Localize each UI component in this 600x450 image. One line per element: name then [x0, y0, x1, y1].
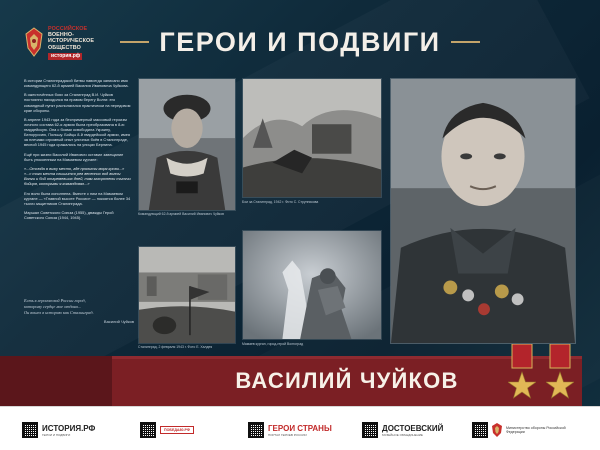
logo-line: ВОЕННО-	[48, 32, 75, 39]
logo-line: ИСТОРИЧЕСКОЕ	[48, 38, 95, 45]
epigraph	[24, 298, 134, 324]
bio-paragraph: Его воля была исполнена. Вместе с ним на Мамаевом кургане — «Главной высоте России» — покоятся более 34 тысяч защитников Сталинграда.	[24, 190, 131, 206]
footer-sub: ПОРТАЛ ГЕРОЕВ РОССИИ	[268, 432, 307, 437]
qr-code-icon	[140, 422, 156, 438]
footer-label: ПОБЕДА80.РФ	[160, 426, 194, 434]
footer-link-mod[interactable]	[472, 420, 568, 440]
mod-emblem-icon	[492, 423, 502, 437]
bio-paragraph: Маршал Советского Союза (1955), дважды Герой Советского Союза (1944, 1945).	[24, 210, 114, 221]
footer-sub: ГЕРОИ И ПОДВИГИ	[42, 432, 71, 437]
logo-line: ОБЩЕСТВО	[48, 44, 81, 51]
photo-battle-ruins[interactable]	[242, 78, 382, 198]
epigraph-line: которому сердце мое отдано...	[24, 304, 82, 310]
photo-caption: Сталинград, 2 февраля 1943 г. Фото Е. Халдея	[138, 345, 213, 349]
photo-chuikov-field[interactable]	[138, 78, 236, 211]
battle-photo-icon	[243, 79, 381, 197]
footer-sub: МУЗЕЙНОЕ ОБЪЕДИНЕНИЕ	[382, 432, 423, 437]
monument-photo-icon	[243, 231, 381, 339]
bio-quote: «...Отсюда я вижу место, где пролиты моря крови...» «...с того места слышится рев весенних вод волны Волги и бой отгремевших дней, там захоронены тысячи бойцов, которыми я командовал...»	[24, 166, 131, 187]
epigraph-line: Он вошел в историю как Сталинград.	[24, 310, 94, 316]
bio-paragraph: В апреле 1943 года за беспримерный массовый героизм личного состава 62-я армия была преобразована в 8-ю гвардейскую. Она с боями освободила Украину, Белоруссию, Польшу. Бойцы 8-й гвардейской армии, имея за плечами огромный опыт уличных боёв в Сталинграде, весной 1945 года сражались на улицах Берлина.	[24, 116, 130, 148]
rvio-logo[interactable]	[24, 26, 120, 66]
footer-link-pobeda[interactable]	[140, 420, 194, 440]
banner-stub	[0, 356, 112, 406]
portrait-photo-icon	[139, 79, 235, 210]
footer-label: ГЕРОИ СТРАНЫ	[268, 423, 332, 433]
bio-paragraph: В ожесточённых боях за Сталинград В.И. Чуйков постоянно находился на правом берегу Волги: его командный пункт располагался практически на передовом крае обороны.	[24, 92, 131, 113]
logo-url: история.рф	[48, 53, 82, 60]
title-row	[120, 26, 480, 58]
footer-link-heroes[interactable]	[248, 420, 332, 440]
epigraph-author: Василий Чуйков	[103, 318, 134, 324]
title-rule-right	[451, 41, 480, 43]
logo-line: РОССИЙСКОЕ	[48, 26, 88, 32]
eagle-emblem-icon	[24, 26, 44, 60]
qr-code-icon	[248, 422, 264, 438]
photo-stalingrad-square[interactable]	[138, 246, 236, 344]
footer-label: Министерство обороны Российской Федерации	[506, 425, 566, 434]
photo-chuikov-portrait[interactable]	[390, 78, 576, 344]
hero-medals	[506, 344, 576, 412]
photo-caption: Командующий 62-й армией Василий Иванович Чуйков	[138, 212, 224, 216]
qr-code-icon	[22, 422, 38, 438]
footer-label: ИСТОРИЯ.РФ	[42, 423, 96, 433]
page-title: ГЕРОИ И ПОДВИГИ	[159, 26, 441, 57]
footer-link-dostoevsky[interactable]	[362, 420, 443, 440]
bio-text	[24, 78, 132, 224]
footer-link-history[interactable]	[22, 420, 95, 440]
marshal-portrait-icon	[391, 79, 575, 343]
photo-caption: Бои за Сталинград, 1942 г. Фото С. Струнникова	[242, 200, 319, 204]
gold-star-medal-icon	[508, 344, 536, 408]
footer-label: ДОСТОЕВСКИЙ	[382, 423, 444, 433]
bio-paragraph: В истории Сталинградской битвы навсегда записано имя командующего 62-й армией Василия Ивановича Чуйкова.	[24, 78, 129, 89]
title-rule-left	[120, 41, 149, 43]
qr-code-icon	[362, 422, 378, 438]
gold-star-medal-icon	[546, 344, 574, 408]
footer-logos	[0, 406, 600, 450]
stalingrad-photo-icon	[139, 247, 235, 343]
epigraph-line: Есть в героической России город,	[24, 298, 86, 303]
photo-caption: Мамаев курган, город-герой Волгоград	[242, 342, 304, 346]
qr-code-icon	[472, 422, 488, 438]
photo-mamayev-kurgan[interactable]	[242, 230, 382, 340]
hero-name: ВАСИЛИЙ ЧУЙКОВ	[235, 368, 459, 393]
bio-paragraph: Ещё при жизни Василий Иванович оставил завещание быть упокоенным на Мамаевом кургане:	[24, 151, 124, 162]
